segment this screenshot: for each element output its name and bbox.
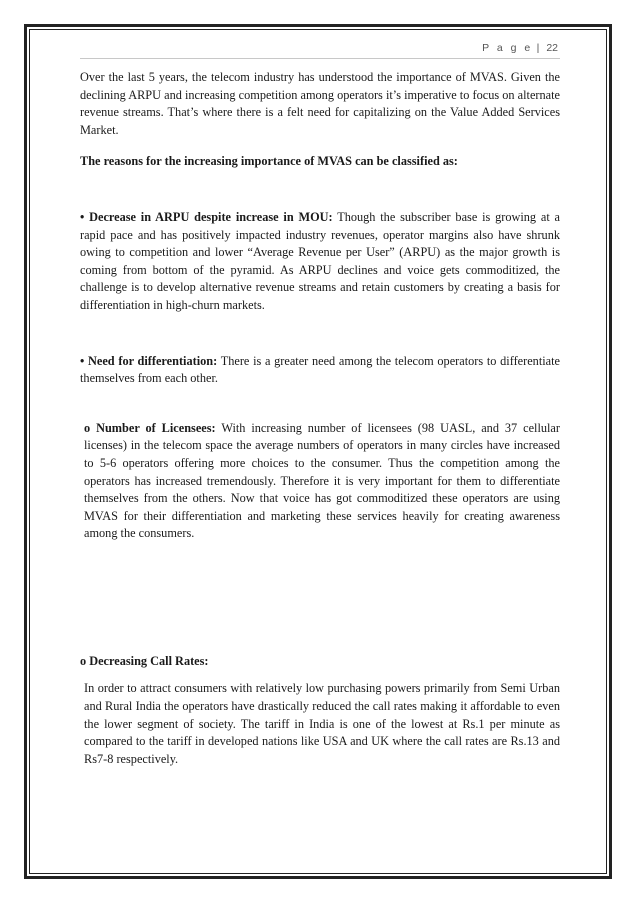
bullet-differentiation	[80, 353, 560, 388]
bullet-arpu	[80, 209, 560, 315]
page-separator: |	[536, 42, 540, 54]
reasons-heading: The reasons for the increasing importance of MVAS can be classified as:	[80, 154, 458, 169]
bullet-arpu-text: Though the subscriber base is growing at a rapid pace and has positively impacted industry revenues, operator margins also have shrunk owing to competition and lower “Average Revenue per User” (ARPU) as the major growth is coming from bottom of the pyramid. As ARPU declines and voice gets commoditized, the challenge is to develop alternative revenue streams and retain customers by creating a basis for differentiation in high-churn markets.	[80, 209, 560, 312]
page-body	[80, 69, 560, 768]
sub-call-rates-title: o Decreasing Call Rates:	[80, 653, 209, 668]
bullet-differentiation-text: There is a greater need among the telecom operators to differentiate themselves from each other.	[80, 353, 560, 386]
page-number: 22	[546, 42, 558, 54]
sub-licensees	[80, 420, 560, 543]
bullet-arpu-title: • Decrease in ARPU despite increase in MOU:	[80, 209, 333, 224]
sub-call-rates-text: In order to attract consumers with relatively low purchasing powers primarily from Semi Urban and Rural India the operators have drastically reduced the call rates making it affordable to even the lower segment of society. The tariff in India is one of the lowest at Rs.1 per minute as compared to the tariff in developed nations like USA and UK where the call rates are Rs.13 and Rs7-8 respectively.	[84, 681, 560, 766]
page-number-label	[482, 42, 558, 54]
sub-licensees-title: o Number of Licensees:	[84, 420, 216, 435]
intro-paragraph: Over the last 5 years, the telecom industry has understood the importance of MVAS. Given the declining ARPU and increasing competition among operators it’s imperative to focus on alternate revenue streams. That’s where there is a felt need for capitalizing on the Value Added Services Market.	[80, 70, 560, 137]
sub-licensees-text: With increasing number of licensees (98 UASL, and 37 cellular licenses) in the telecom space the average numbers of operators in many circles have increased to 5-6 operators offering more choices to the consumer. Thus the competition among the operators has increased tremendously. Therefore it is very important for them to differentiate themselves from the others. Now that voice has got commoditized these operators are using MVAS for their differentiation and marketing these services heavily for creating awareness among the consumers.	[84, 420, 560, 541]
bullet-differentiation-title: • Need for differentiation:	[80, 353, 218, 368]
page-label: P a g e	[482, 42, 533, 54]
page-header	[80, 40, 560, 59]
